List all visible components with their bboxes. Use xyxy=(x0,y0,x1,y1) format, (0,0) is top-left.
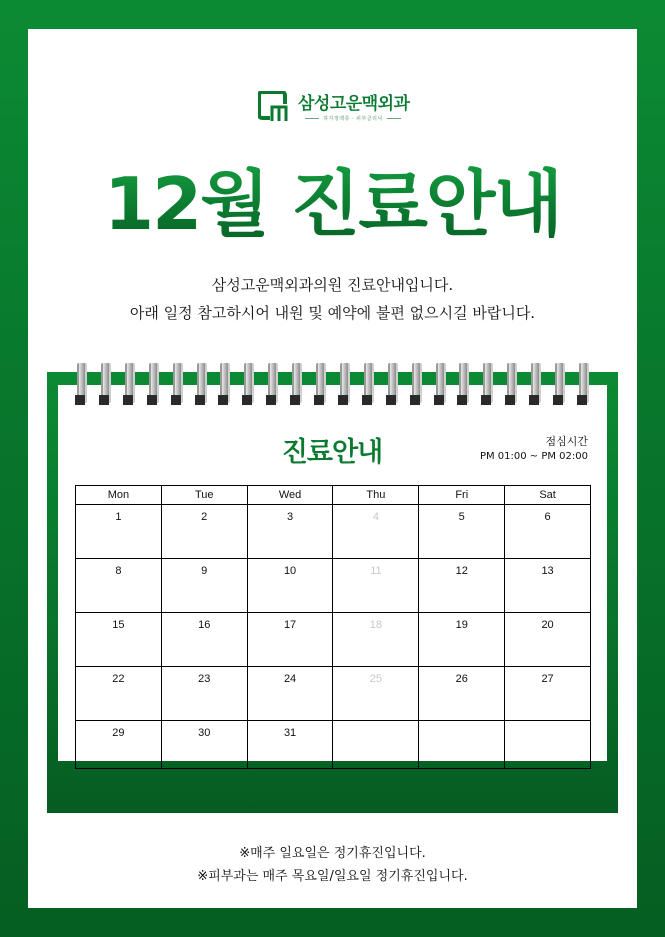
day-cell: 22 xyxy=(76,667,162,721)
binding-hole xyxy=(457,395,467,405)
binding-hole xyxy=(218,395,228,405)
weekday-sat: Sat xyxy=(505,486,591,505)
day-cell: 6 xyxy=(505,505,591,559)
day-cell: 15 xyxy=(76,613,162,667)
day-cell: 17 xyxy=(247,613,333,667)
day-cell-empty xyxy=(333,721,419,769)
binding-hole xyxy=(338,395,348,405)
clinic-name: 삼성고운맥외과 xyxy=(298,94,410,114)
day-cell: 31 xyxy=(247,721,333,769)
day-cell: 8 xyxy=(76,559,162,613)
binding-hole xyxy=(75,395,85,405)
page-title: 12월 진료안내 xyxy=(0,146,665,250)
day-cell: 5 xyxy=(419,505,505,559)
closure-note-1: ※매주 일요일은 정기휴진입니다. xyxy=(239,846,426,861)
closure-note-2: ※피부과는 매주 목요일/일요일 정기휴진입니다. xyxy=(197,869,468,884)
lunch-label: 점심시간 xyxy=(545,435,588,448)
day-cell: 20 xyxy=(505,613,591,667)
week-row xyxy=(76,505,591,559)
binding-hole xyxy=(195,395,205,405)
day-cell: 19 xyxy=(419,613,505,667)
day-cell: 24 xyxy=(247,667,333,721)
binding-hole xyxy=(529,395,539,405)
binding-hole xyxy=(171,395,181,405)
week-row xyxy=(76,667,591,721)
clinic-tagline xyxy=(298,115,408,122)
binding-hole xyxy=(434,395,444,405)
binding-hole xyxy=(481,395,491,405)
weekday-tue: Tue xyxy=(161,486,247,505)
day-cell: 16 xyxy=(161,613,247,667)
binding-hole xyxy=(386,395,396,405)
binding-hole xyxy=(314,395,324,405)
intro-line-1: 삼성고운맥외과의원 진료안내입니다. xyxy=(211,276,454,294)
day-cell: 30 xyxy=(161,721,247,769)
day-cell-closed: 11 xyxy=(333,559,419,613)
day-cell: 13 xyxy=(505,559,591,613)
binding-hole xyxy=(577,395,587,405)
weekday-fri: Fri xyxy=(419,486,505,505)
day-cell: 29 xyxy=(76,721,162,769)
binding-hole xyxy=(505,395,515,405)
week-row xyxy=(76,559,591,613)
binding-hole xyxy=(242,395,252,405)
day-cell: 12 xyxy=(419,559,505,613)
weekday-wed: Wed xyxy=(247,486,333,505)
clinic-logo-icon xyxy=(258,91,290,123)
weekday-header-row xyxy=(76,486,591,505)
day-cell-empty xyxy=(505,721,591,769)
lunch-time: PM 01:00 ~ PM 02:00 xyxy=(479,451,588,462)
binding-hole xyxy=(410,395,420,405)
calendar-title: 진료안내 xyxy=(281,437,383,468)
day-cell: 2 xyxy=(161,505,247,559)
day-cell: 23 xyxy=(161,667,247,721)
binding-hole xyxy=(553,395,563,405)
day-cell: 27 xyxy=(505,667,591,721)
day-cell: 10 xyxy=(247,559,333,613)
day-cell: 1 xyxy=(76,505,162,559)
week-row xyxy=(76,721,591,769)
day-cell: 3 xyxy=(247,505,333,559)
weekday-mon: Mon xyxy=(76,486,162,505)
day-cell: 26 xyxy=(419,667,505,721)
day-cell-closed: 4 xyxy=(333,505,419,559)
binding-hole xyxy=(147,395,157,405)
binding-hole xyxy=(266,395,276,405)
clinic-tagline-text: 하지정맥류 · 피부클리닉 xyxy=(323,116,383,122)
intro-line-2: 아래 일정 참고하시어 내원 및 예약에 불편 없으시길 바랍니다. xyxy=(129,304,536,322)
binding-hole xyxy=(362,395,372,405)
weekday-thu: Thu xyxy=(333,486,419,505)
binding-hole xyxy=(290,395,300,405)
calendar-table xyxy=(75,485,591,769)
week-row xyxy=(76,613,591,667)
binding-hole xyxy=(99,395,109,405)
day-cell-closed: 18 xyxy=(333,613,419,667)
day-cell: 9 xyxy=(161,559,247,613)
day-cell-empty xyxy=(419,721,505,769)
day-cell-closed: 25 xyxy=(333,667,419,721)
binding-hole xyxy=(123,395,133,405)
